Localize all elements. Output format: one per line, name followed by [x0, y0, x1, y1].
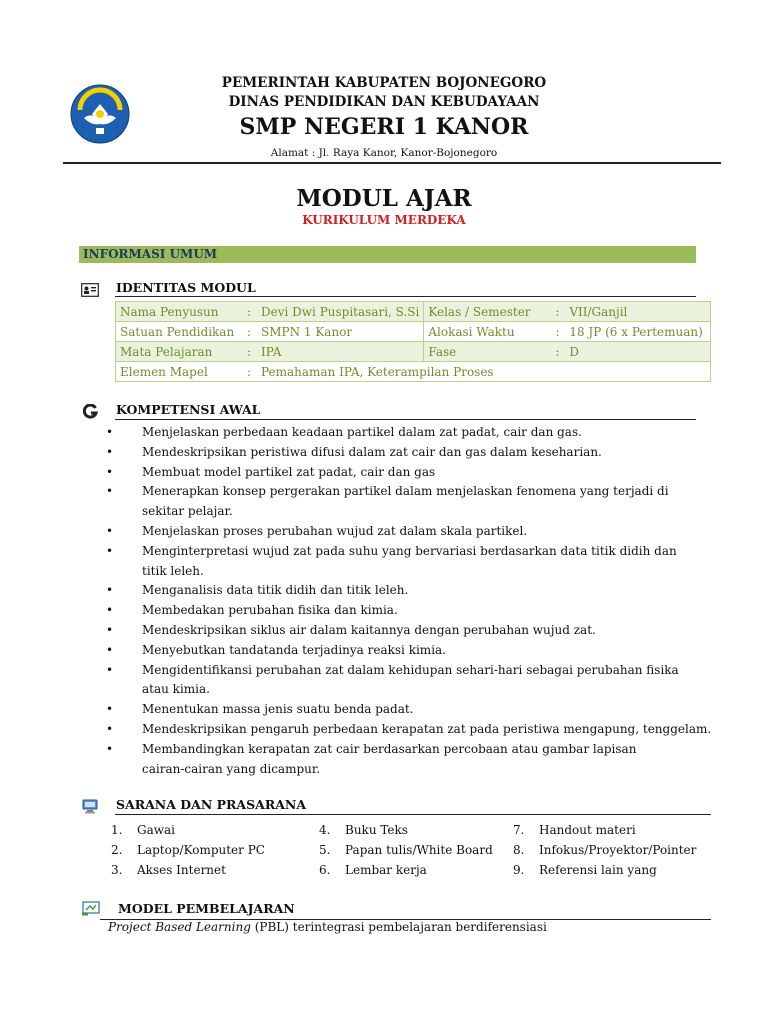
- id-card-icon: [81, 283, 99, 297]
- table-row: [116, 362, 711, 382]
- document-subtitle: KURIKULUM MERDEKA: [302, 213, 466, 227]
- table-cell: :: [549, 302, 565, 322]
- table-cell: Mata Pelajaran: [116, 342, 242, 362]
- table-cell: IPA: [257, 342, 424, 362]
- table-cell: VII/Ganjil: [565, 302, 710, 322]
- table-cell: :: [241, 322, 257, 342]
- facility-item: 2. Laptop/Komputer PC: [111, 843, 265, 857]
- table-cell: :: [549, 342, 565, 362]
- computer-icon: [82, 799, 98, 814]
- table-cell: SMPN 1 Kanor: [257, 322, 424, 342]
- list-item: • Mendeskripsikan siklus air dalam kaitannya dengan perubahan wujud zat.: [104, 621, 724, 641]
- table-cell: :: [241, 342, 257, 362]
- list-item: • Menganalisis data titik didih dan titik leleh.: [104, 581, 724, 601]
- table-row: [116, 342, 711, 362]
- table-cell: Satuan Pendidikan: [116, 322, 242, 342]
- header-divider: [63, 162, 721, 164]
- section-rule-sarana: [115, 814, 711, 815]
- facility-item: 4. Buku Teks: [319, 823, 408, 837]
- facility-item: 3. Akses Internet: [111, 863, 226, 877]
- section-title-kompetensi: KOMPETENSI AWAL: [116, 402, 261, 417]
- table-cell: :: [241, 302, 257, 322]
- school-name: SMP NEGERI 1 KANOR: [239, 114, 529, 140]
- list-item: • Membuat model partikel zat padat, cair dan gas: [104, 463, 724, 483]
- facility-item: 5. Papan tulis/White Board: [319, 843, 493, 857]
- table-cell: 18 JP (6 x Pertemuan): [565, 322, 710, 342]
- facility-item: 6. Lembar kerja: [319, 863, 427, 877]
- government-name: PEMERINTAH KABUPATEN BOJONEGORO: [221, 75, 547, 91]
- list-item: • Membandingkan kerapatan zat cair berdasarkan percobaan atau gambar lapisan cairan-cairan yang dicampur.: [104, 740, 682, 780]
- list-item: • Mendeskripsikan pengaruh perbedaan kerapatan zat pada peristiwa mengapung, tenggelam.: [104, 720, 724, 740]
- model-description: Project Based Learning (PBL) terintegrasi pembelajaran berdiferensiasi: [108, 920, 547, 934]
- facility-item: 9. Referensi lain yang: [513, 863, 657, 877]
- list-item: • Menginterpretasi wujud zat pada suhu yang bervariasi berdasarkan data titik didih dan titik leleh.: [104, 542, 702, 582]
- table-cell: Devi Dwi Puspitasari, S.Si: [257, 302, 424, 322]
- identity-table: [115, 301, 711, 382]
- competency-list: [104, 423, 724, 779]
- whiteboard-icon: [82, 901, 100, 916]
- table-cell: Pemahaman IPA, Keterampilan Proses: [257, 362, 711, 382]
- facility-item: 8. Infokus/Proyektor/Pointer: [513, 843, 697, 857]
- section-title-sarana: SARANA DAN PRASARANA: [116, 797, 307, 812]
- table-cell: Elemen Mapel: [116, 362, 242, 382]
- list-item: • Membedakan perubahan fisika dan kimia.: [104, 601, 724, 621]
- g-logo-icon: [83, 404, 98, 419]
- section-title-identitas: IDENTITAS MODUL: [116, 280, 256, 295]
- facility-item: 1. Gawai: [111, 823, 176, 837]
- table-cell: D: [565, 342, 710, 362]
- list-item: • Menentukan massa jenis suatu benda padat.: [104, 700, 724, 720]
- list-item: • Mengidentifikansi perubahan zat dalam kehidupan sehari-hari sebagai perubahan fisika atau kimia.: [104, 661, 702, 701]
- list-item: • Menyebutkan tandatanda terjadinya reaksi kimia.: [104, 641, 724, 661]
- info-section-label: INFORMASI UMUM: [83, 247, 218, 261]
- list-item: • Mendeskripsikan peristiwa difusi dalam zat cair dan gas dalam keseharian.: [104, 443, 724, 463]
- school-address: Alamat : Jl. Raya Kanor, Kanor-Bojonegoro: [270, 147, 498, 159]
- list-item: • Menjelaskan perbedaan keadaan partikel dalam zat padat, cair dan gas.: [104, 423, 724, 443]
- table-cell: Kelas / Semester: [424, 302, 550, 322]
- section-title-model: MODEL PEMBELAJARAN: [118, 901, 295, 916]
- list-item: • Menjelaskan proses perubahan wujud zat dalam skala partikel.: [104, 522, 724, 542]
- list-item: • Menerapkan konsep pergerakan partikel dalam menjelaskan fenomena yang terjadi di sekitar pelajar.: [104, 482, 702, 522]
- table-cell: Fase: [424, 342, 550, 362]
- table-cell: :: [241, 362, 257, 382]
- table-cell: Nama Penyusun: [116, 302, 242, 322]
- table-cell: :: [549, 322, 565, 342]
- tut-wuri-handayani-logo: [70, 84, 130, 144]
- table-cell: Alokasi Waktu: [424, 322, 550, 342]
- section-rule-identitas: [115, 296, 696, 297]
- section-rule-kompetensi: [115, 419, 696, 420]
- table-row: [116, 302, 711, 322]
- document-title: MODUL AJAR: [296, 185, 472, 212]
- department-name: DINAS PENDIDIKAN DAN KEBUDAYAAN: [228, 94, 540, 110]
- table-row: [116, 322, 711, 342]
- facility-item: 7. Handout materi: [513, 823, 636, 837]
